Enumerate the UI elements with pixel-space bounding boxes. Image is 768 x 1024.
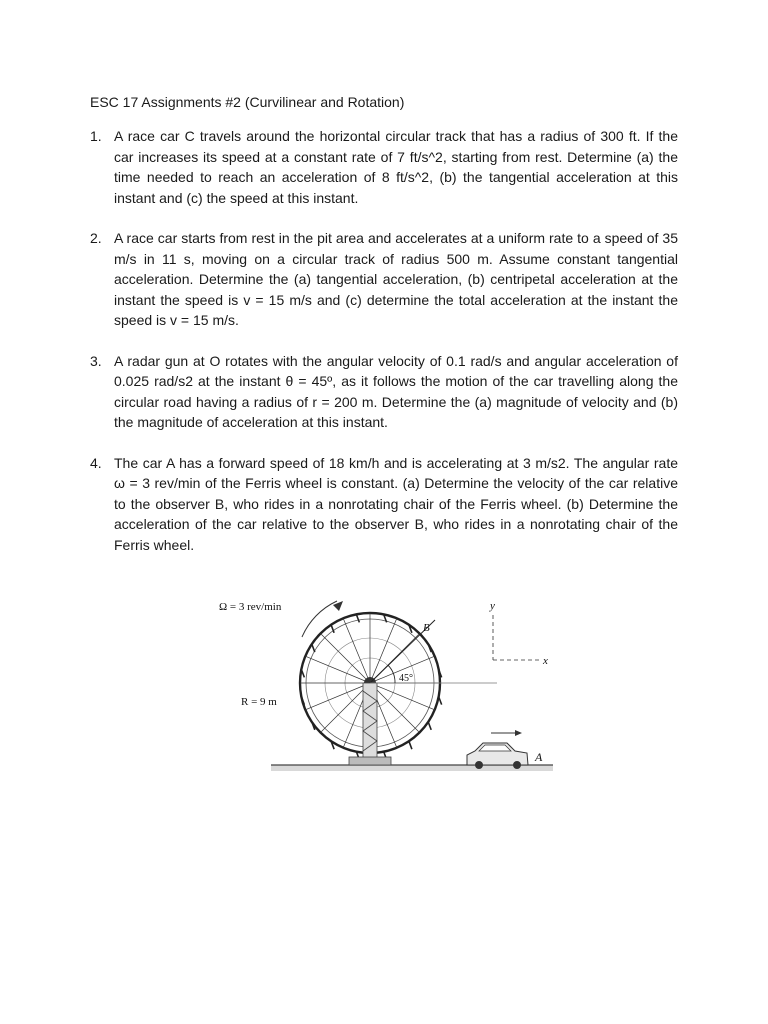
omega-label: Ω = 3 rev/min bbox=[219, 601, 282, 613]
problem-text: A radar gun at O rotates with the angular velocity of 0.1 rad/s and angular acceleration of 0.025 rad/s2 at the instant θ = 45º, as it follows the motion of the car travelling along the circular road having a radius of r = 200 m. Determine the (a) magnitude of velocity and (b) the magnitude of acceleration at this instant. bbox=[114, 352, 678, 430]
wheel-spoke bbox=[370, 683, 419, 732]
problem-number: 1. bbox=[90, 128, 102, 144]
assignment-title: ESC 17 Assignments #2 (Curvilinear and Rotation) bbox=[90, 94, 405, 110]
problem-number: 4. bbox=[90, 454, 102, 471]
observer-label: B bbox=[423, 622, 430, 634]
car-wheel bbox=[513, 761, 521, 769]
problem-text: A race car C travels around the horizontal circular track that has a radius of 300 ft. If the car increases its speed at a constant rate of 7 ft/s^2, starting from rest. Determine (a) the time needed to reach an acceleration of 8 ft/s^2, (b) the tangential acceleration at this instant and (c) the speed at this instant. bbox=[114, 128, 678, 206]
wheel-chair bbox=[356, 614, 359, 622]
problem-3 bbox=[90, 351, 678, 433]
wheel-chair bbox=[312, 644, 315, 652]
car-a bbox=[467, 730, 528, 769]
wheel-spoke bbox=[321, 683, 370, 732]
wheel-spoke bbox=[321, 634, 370, 683]
car-wheel bbox=[475, 761, 483, 769]
car-label: A bbox=[535, 750, 543, 764]
radius-label: R = 9 m bbox=[241, 696, 277, 708]
car-window bbox=[479, 745, 511, 751]
problem-2 bbox=[90, 228, 678, 331]
ground bbox=[271, 765, 553, 771]
axes bbox=[493, 615, 539, 660]
problem-1 bbox=[90, 126, 678, 208]
problem-list bbox=[90, 126, 678, 575]
ferris-wheel-diagram bbox=[205, 585, 565, 780]
car-velocity-arrowhead bbox=[515, 730, 522, 736]
wheel-tower bbox=[363, 683, 377, 759]
y-axis-label: y bbox=[490, 600, 495, 612]
ferris-wheel-figure bbox=[205, 585, 565, 780]
problem-text: A race car starts from rest in the pit area and accelerates at a uniform rate to a speed of 35 m/s in 11 s, moving on a circular track of radius 500 m. Assume constant tangential acceleration. Determine the (a) tangential acceleration, (b) centripetal acceleration at the instant the speed is v = 15 m/s and (c) determine the total acceleration at the instant the speed is v = 15 m/s. bbox=[114, 230, 678, 328]
wheel-chair bbox=[409, 741, 412, 749]
wheel-chair bbox=[428, 722, 431, 730]
problem-number: 2. bbox=[90, 230, 102, 246]
wheel-chair bbox=[439, 697, 442, 705]
wheel-base bbox=[349, 757, 391, 765]
problem-number: 3. bbox=[90, 352, 102, 369]
angle-label: 45° bbox=[399, 673, 413, 684]
x-axis-label: x bbox=[543, 655, 548, 667]
problem-4 bbox=[90, 453, 678, 556]
problem-text: The car A has a forward speed of 18 km/h and is accelerating at 3 m/s2. The angular rate ω = 3 rev/min of the Ferris wheel is constant. (a) Determine the velocity of the car relative to the observer B, who rides in a nonrotating chair of the Ferris wheel. (b) Determine the acceleration of the car relative to the observer B, who rides in a nonrotating chair of the Ferris wheel. bbox=[114, 454, 678, 553]
